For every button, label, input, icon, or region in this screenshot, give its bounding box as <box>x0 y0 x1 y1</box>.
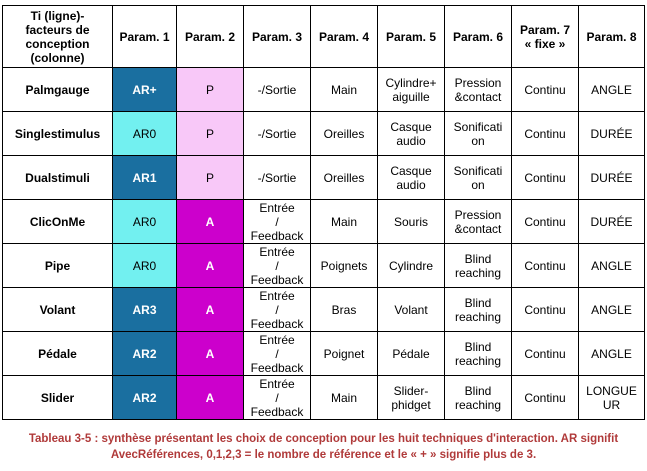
param2-header <box>177 6 244 68</box>
param5-cell <box>378 112 445 156</box>
param8-cell-text: ANGLE <box>591 258 632 273</box>
param7-cell-text: Continu <box>524 346 566 361</box>
param7-header-text: Param. 7 « fixe » <box>519 22 571 51</box>
technique-name-cell-text: Singlestimulus <box>14 126 101 141</box>
param1-cell-text: AR2 <box>132 346 157 361</box>
param4-cell <box>311 156 378 200</box>
table-body <box>3 68 645 420</box>
param7-cell-text: Continu <box>524 170 566 185</box>
param4-cell <box>311 332 378 376</box>
table-row <box>3 200 645 244</box>
param6-header <box>445 6 512 68</box>
param4-cell-text: Oreilles <box>323 126 365 141</box>
table-row <box>3 156 645 200</box>
param3-cell-text: -/Sortie <box>257 170 297 185</box>
table-row <box>3 112 645 156</box>
param2-cell-text: P <box>205 82 214 97</box>
header-row <box>3 6 645 68</box>
technique-name-cell <box>3 332 113 376</box>
param5-header-text: Param. 5 <box>385 29 437 44</box>
param3-cell <box>244 156 311 200</box>
param1-cell-text: AR3 <box>132 302 157 317</box>
param8-cell <box>579 156 645 200</box>
param7-cell-text: Continu <box>524 126 566 141</box>
param5-cell-text: Pédale <box>392 346 430 361</box>
param1-cell <box>113 244 177 288</box>
param1-cell-text: AR2 <box>132 390 157 405</box>
param8-cell <box>579 376 645 420</box>
param7-cell <box>512 156 579 200</box>
param5-cell-text: Slider- phidget <box>391 383 431 412</box>
param4-cell-text: Main <box>330 214 357 229</box>
param8-cell <box>579 68 645 112</box>
param6-cell <box>445 200 512 244</box>
param7-cell-text: Continu <box>524 82 566 97</box>
param8-cell-text: ANGLE <box>591 82 632 97</box>
param8-header <box>579 6 645 68</box>
param3-cell <box>244 112 311 156</box>
param2-cell <box>177 376 244 420</box>
param8-cell <box>579 200 645 244</box>
param8-cell-text: LONGUE UR <box>586 383 637 412</box>
param6-cell-text: Blind reaching <box>454 251 502 280</box>
table-row <box>3 68 645 112</box>
param1-cell <box>113 332 177 376</box>
param3-cell-text: Entrée / Feedback <box>250 244 304 287</box>
param6-cell-text: Sonificati on <box>453 119 503 148</box>
param7-header <box>512 6 579 68</box>
param5-cell-text: Casque audio <box>390 119 432 148</box>
param8-cell <box>579 288 645 332</box>
param7-cell-text: Continu <box>524 390 566 405</box>
param1-cell <box>113 68 177 112</box>
param8-header-text: Param. 8 <box>586 29 637 44</box>
param2-cell <box>177 112 244 156</box>
technique-name-cell <box>3 112 113 156</box>
caption-line-2: AvecRéférences, 0,1,2,3 = le nombre de référence et le « + » signifie plus de 3. <box>110 449 537 461</box>
param1-cell-text: AR+ <box>132 82 157 97</box>
table-caption <box>0 431 647 463</box>
technique-name-cell <box>3 288 113 332</box>
param4-header-text: Param. 4 <box>318 29 370 44</box>
table-row <box>3 376 645 420</box>
param2-cell-text: P <box>205 126 214 141</box>
param4-cell-text: Oreilles <box>323 170 365 185</box>
param6-cell <box>445 288 512 332</box>
param6-cell <box>445 68 512 112</box>
param4-cell <box>311 288 378 332</box>
param5-cell <box>378 288 445 332</box>
param6-header-text: Param. 6 <box>452 29 504 44</box>
param1-cell <box>113 288 177 332</box>
param2-cell-text: A <box>205 214 215 229</box>
technique-name-cell <box>3 200 113 244</box>
param8-cell-text: ANGLE <box>591 302 632 317</box>
param7-cell <box>512 200 579 244</box>
param5-cell <box>378 244 445 288</box>
param2-header-text: Param. 2 <box>184 29 236 44</box>
param1-cell <box>113 200 177 244</box>
param4-cell <box>311 200 378 244</box>
param8-cell <box>579 244 645 288</box>
param1-cell <box>113 156 177 200</box>
param6-cell <box>445 332 512 376</box>
technique-name-cell-text: Dualstimuli <box>25 170 90 185</box>
param3-cell-text: Entrée / Feedback <box>250 200 304 243</box>
param4-header <box>311 6 378 68</box>
table-row <box>3 332 645 376</box>
param5-cell <box>378 332 445 376</box>
param2-cell <box>177 332 244 376</box>
param7-cell <box>512 112 579 156</box>
param5-header <box>378 6 445 68</box>
param7-cell <box>512 288 579 332</box>
technique-name-cell-text: ClicOnMe <box>29 214 86 229</box>
param3-cell <box>244 376 311 420</box>
param2-cell <box>177 244 244 288</box>
param7-cell <box>512 376 579 420</box>
param5-cell-text: Casque audio <box>390 163 432 192</box>
param2-cell-text: A <box>205 390 215 405</box>
param8-cell-text: DURÉE <box>590 214 633 229</box>
param2-cell <box>177 288 244 332</box>
param4-cell <box>311 68 378 112</box>
design-choices-table <box>2 5 645 420</box>
param3-header <box>244 6 311 68</box>
param5-cell <box>378 68 445 112</box>
param6-cell <box>445 244 512 288</box>
corner-header <box>3 6 113 68</box>
param4-cell-text: Main <box>330 82 357 97</box>
param7-cell-text: Continu <box>524 258 566 273</box>
technique-name-cell-text: Pipe <box>44 258 71 273</box>
param2-cell-text: A <box>205 346 215 361</box>
param6-cell-text: Pression &contact <box>454 75 502 104</box>
technique-name-cell <box>3 156 113 200</box>
param3-cell-text: Entrée / Feedback <box>250 376 304 419</box>
technique-name-cell <box>3 376 113 420</box>
param5-cell <box>378 156 445 200</box>
param7-cell <box>512 332 579 376</box>
param3-cell-text: -/Sortie <box>257 82 297 97</box>
technique-name-cell-text: Slider <box>40 390 75 405</box>
param4-cell-text: Poignet <box>323 346 365 361</box>
param5-cell <box>378 376 445 420</box>
param3-cell-text: Entrée / Feedback <box>250 288 304 331</box>
param1-cell <box>113 376 177 420</box>
caption-line-1: Tableau 3-5 : synthèse présentant les choix de conception pour les huit techniques d'interaction. AR signifit <box>28 433 619 445</box>
param8-cell <box>579 332 645 376</box>
param2-cell <box>177 156 244 200</box>
param4-cell <box>311 376 378 420</box>
param8-cell <box>579 112 645 156</box>
param4-cell-text: Poignets <box>320 258 368 273</box>
param5-cell <box>378 200 445 244</box>
param5-cell-text: Volant <box>394 302 428 317</box>
corner-header-text: Ti (ligne)- facteurs de conception (colonne) <box>25 8 90 65</box>
technique-name-cell <box>3 244 113 288</box>
param7-cell <box>512 68 579 112</box>
param1-cell-text: AR1 <box>132 170 157 185</box>
param1-cell-text: AR0 <box>132 258 157 273</box>
param3-cell <box>244 288 311 332</box>
param8-cell-text: DURÉE <box>590 170 633 185</box>
param3-cell-text: Entrée / Feedback <box>250 332 304 375</box>
param5-cell-text: Cylindre <box>388 258 433 273</box>
param2-cell <box>177 200 244 244</box>
param7-cell-text: Continu <box>524 214 566 229</box>
param6-cell-text: Blind reaching <box>454 295 502 324</box>
param5-cell-text: Cylindre+ aiguille <box>385 75 437 104</box>
param2-cell <box>177 68 244 112</box>
param7-cell-text: Continu <box>524 302 566 317</box>
param3-cell <box>244 200 311 244</box>
param6-cell <box>445 112 512 156</box>
param1-header <box>113 6 177 68</box>
technique-name-cell-text: Pédale <box>38 346 77 361</box>
param2-cell-text: A <box>205 258 215 273</box>
param3-cell <box>244 68 311 112</box>
param6-cell-text: Blind reaching <box>454 383 502 412</box>
param7-cell <box>512 244 579 288</box>
technique-name-cell-text: Volant <box>39 302 76 317</box>
param8-cell-text: DURÉE <box>590 126 633 141</box>
table-row <box>3 288 645 332</box>
technique-name-cell-text: Palmgauge <box>25 82 90 97</box>
param6-cell-text: Sonificati on <box>453 163 503 192</box>
technique-name-cell <box>3 68 113 112</box>
param4-cell <box>311 244 378 288</box>
param6-cell-text: Pression &contact <box>454 207 502 236</box>
param4-cell-text: Bras <box>331 302 357 317</box>
param1-cell-text: AR0 <box>132 214 157 229</box>
param1-cell <box>113 112 177 156</box>
param8-cell-text: ANGLE <box>591 346 632 361</box>
param2-cell-text: P <box>205 170 214 185</box>
param3-header-text: Param. 3 <box>251 29 303 44</box>
param3-cell <box>244 244 311 288</box>
param3-cell <box>244 332 311 376</box>
param6-cell <box>445 156 512 200</box>
param5-cell-text: Souris <box>393 214 428 229</box>
param4-cell-text: Main <box>330 390 357 405</box>
param6-cell-text: Blind reaching <box>454 339 502 368</box>
param1-header-text: Param. 1 <box>119 29 170 44</box>
param4-cell <box>311 112 378 156</box>
param6-cell <box>445 376 512 420</box>
param1-cell-text: AR0 <box>132 126 157 141</box>
table-row <box>3 244 645 288</box>
param2-cell-text: A <box>205 302 215 317</box>
param3-cell-text: -/Sortie <box>257 126 297 141</box>
design-table-container <box>2 5 644 420</box>
